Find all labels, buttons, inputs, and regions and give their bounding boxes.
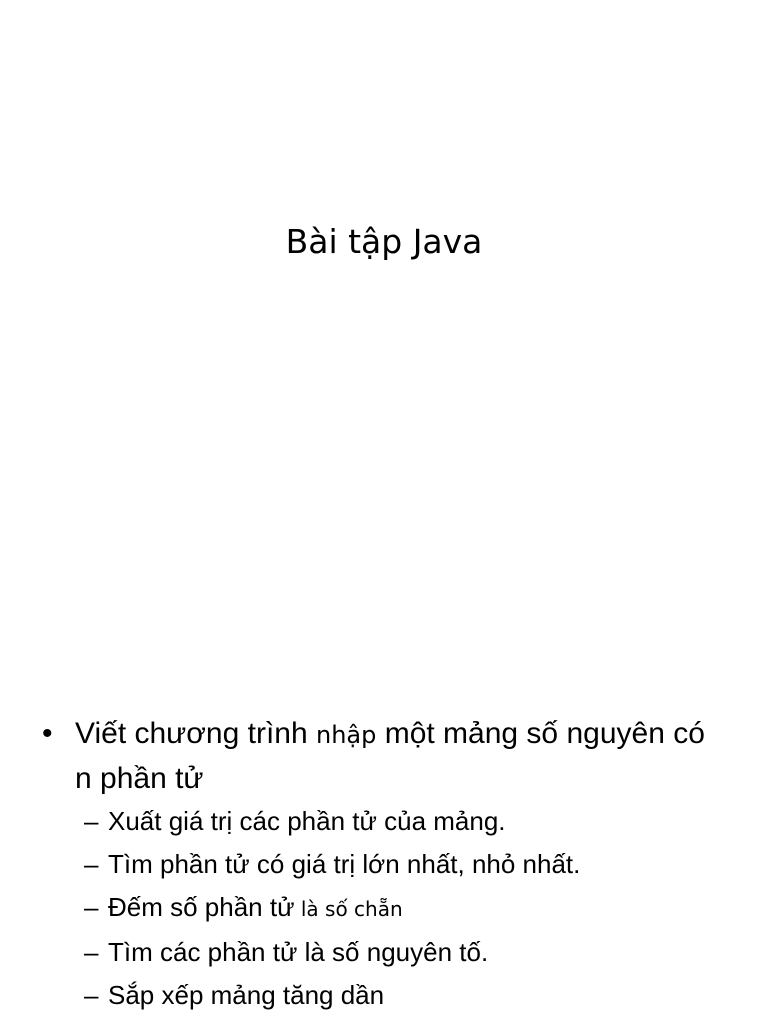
sub-bullet-list	[0, 800, 768, 1017]
bullet-text-part2: nhập	[316, 721, 377, 749]
bullet-text-part1: Viết chương trình	[75, 717, 316, 750]
sub-item-text: Xuất giá trị các phần tử của mảng.	[108, 806, 506, 836]
dash-marker: –	[84, 849, 99, 879]
dash-marker: –	[84, 806, 99, 836]
main-bullet	[0, 712, 768, 800]
sub-item-text: Tìm các phần tử là số nguyên tố.	[108, 937, 489, 967]
sub-item-output-values	[0, 800, 768, 843]
slide-title: Bài tập Java	[285, 222, 483, 261]
sub-item-text: Sắp xếp mảng tăng dần	[108, 980, 385, 1010]
sub-item-find-max-min	[0, 843, 768, 886]
sub-item-text: Tìm phần tử có giá trị lớn nhất, nhỏ nhất.	[108, 849, 581, 879]
dash-marker: –	[84, 937, 99, 967]
slide-content	[0, 712, 768, 1017]
dash-marker: –	[84, 892, 99, 922]
bullet-marker: •	[42, 717, 53, 750]
sub-item-text-small: là số chẵn	[294, 897, 403, 921]
sub-item-find-primes	[0, 931, 768, 974]
bullet-text-part3: một mảng số nguyên có n phần tử	[75, 717, 705, 795]
sub-item-sort-ascending	[0, 974, 768, 1017]
sub-item-count-even	[0, 886, 768, 931]
dash-marker: –	[84, 980, 99, 1010]
sub-item-text: Đếm số phần tử	[108, 892, 295, 922]
